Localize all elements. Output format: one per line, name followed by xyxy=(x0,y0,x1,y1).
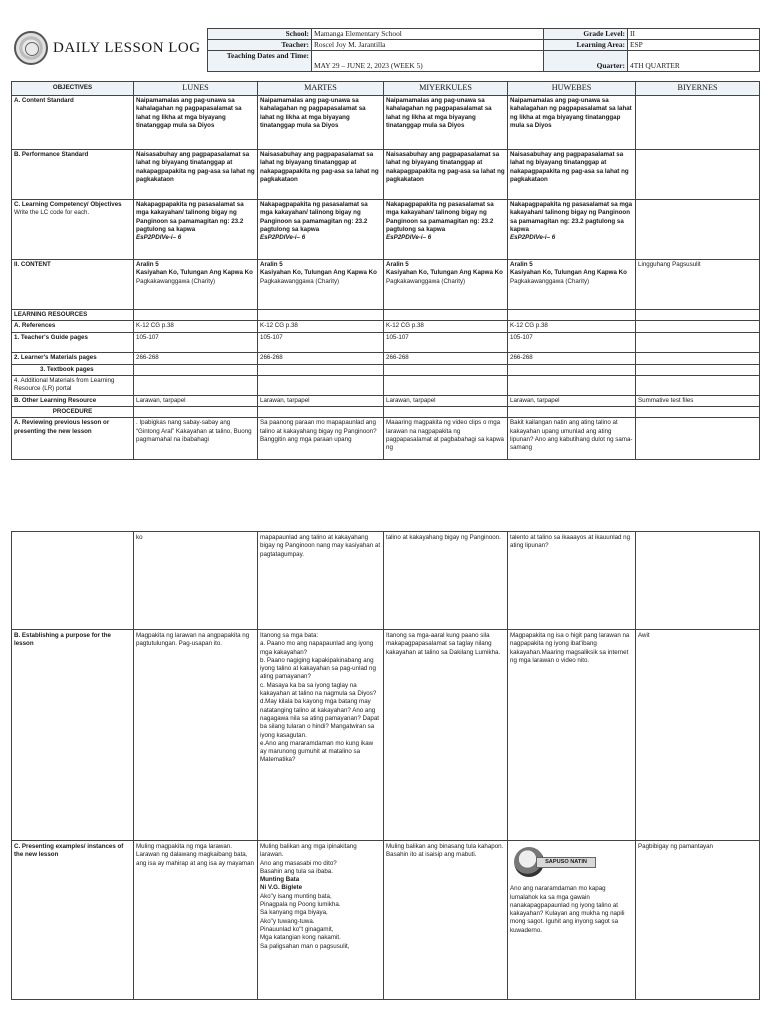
content-standard-huwebes: Naipamamalas ang pag-unawa sa kahalagahan ng pagpapasalamat sa lahat ng likha at mga biyayang tinatanggap mula sa Diyos xyxy=(508,96,636,150)
row-label-learners-materials: 2. Learner's Materials pages xyxy=(12,352,134,364)
content-topic: Pagkakawanggawa (Charity) xyxy=(260,277,340,285)
content-miyerkules xyxy=(384,260,508,310)
competency-martes xyxy=(258,200,384,260)
blank-cell xyxy=(258,310,384,321)
lesson-table-continued xyxy=(11,531,760,1000)
poem-line: Sa paligsahan man o pagsusulit, xyxy=(260,942,350,950)
blank-cell xyxy=(384,310,508,321)
lm-martes: 266-268 xyxy=(258,352,384,364)
presenting-huwebes-text: Ano ang nararamdaman mo kapag lumalahok ka sa mga gawain nanakapagpapaunlad ng iyong talino at kakayahan? Kulayan ang mukha ng napili mong sagot. Iguhit ang inyong sagot sa kuwaderno. xyxy=(510,885,625,934)
tg-huwebes: 105-107 xyxy=(508,332,636,352)
other-biyernes: Summative test files xyxy=(636,395,760,406)
blank-cell xyxy=(636,418,760,460)
competency-lunes xyxy=(134,200,258,260)
blank-cell xyxy=(258,364,384,375)
content-title: Kasiyahan Ko, Tulungan Ang Kapwa Ko xyxy=(260,269,377,277)
school-value: Mamanga Elementary School xyxy=(312,29,544,40)
tg-lunes: 105-107 xyxy=(134,332,258,352)
other-miyerkules: Larawan, tarpapel xyxy=(384,395,508,406)
poem-line: Pinagpala ng Poong lumikha. xyxy=(260,901,341,909)
document-title: DAILY LESSON LOG xyxy=(53,40,201,56)
presenting-lunes: Muling magpakita ng mga larawan. Larawan ng dalawang magkaibang bata, ang isa ay mahirap at ang isa ay mayaman xyxy=(134,841,258,1000)
competency-sublabel: Write the LC code for each. xyxy=(14,209,90,217)
other-martes: Larawan, tarpapel xyxy=(258,395,384,406)
performance-standard-huwebes: Naisasabuhay ang pagpapasalamat sa lahat ng biyayang tinatanggap at nakapagpapakita ng pag-asa sa lahat ng pagkakataon xyxy=(508,150,636,200)
content-title: Kasiyahan Ko, Tulungan Ang Kapwa Ko xyxy=(510,269,627,277)
objectives-header: OBJECTIVES xyxy=(12,82,134,96)
competency-huwebes xyxy=(508,200,636,260)
poem-author: Ni V.G. Biglete xyxy=(260,884,303,892)
other-huwebes: Larawan, tarpapel xyxy=(508,395,636,406)
presenting-miyerkules: Muling balikan ang binasang tula kahapon. Basahin ito at isaisip ang mabuti. xyxy=(384,841,508,1000)
presenting-martes xyxy=(258,841,384,1000)
competency-text: Nakapagpapakita ng pasasalamat sa mga kakayahan/ talinong bigay ng Panginoon sa pamamagitan ng: 23.2 pagtulong sa kapwa xyxy=(510,201,633,233)
poem-line: Ako"y tuwang-tuwa. xyxy=(260,917,315,925)
header-info-table xyxy=(207,28,760,72)
purpose-question-b: b. Paano nagiging kapakipakinabang ang iyong talino at kakayahan sa pag-unlad ng ating pamayanan? xyxy=(260,656,376,681)
cont-miyerkules: talino at kakayahang bigay ng Panginoon. xyxy=(384,532,508,630)
content-standard-martes: Naipamamalas ang pag-unawa sa kahalagahan ng pagpapasalamat sa lahat ng likha at mga biyayang tinatanggap mula sa Diyos xyxy=(258,96,384,150)
competency-biyernes xyxy=(636,200,760,260)
grade-value: II xyxy=(628,29,760,40)
day-huwebes: HUWEBES xyxy=(508,82,636,96)
dates-value: MAY 29 – JUNE 2, 2023 (WEEK 5) xyxy=(312,51,544,72)
content-title: Kasiyahan Ko, Tulungan Ang Kapwa Ko xyxy=(386,269,503,277)
content-huwebes xyxy=(508,260,636,310)
blank-cell xyxy=(636,532,760,630)
poem-line: Pinauunlad ko"t ginagamit, xyxy=(260,925,334,933)
reviewing-huwebes: Bakit kailangan natin ang ating talino at kakayahan upang umunlad ang ating lipunan? Ano ang kabutihang dulot ng sama-samang xyxy=(508,418,636,460)
blank-cell xyxy=(636,364,760,375)
row-label-textbook: 3. Textbook pages xyxy=(12,364,134,375)
poem-line: Mga katangian kong nakamit. xyxy=(260,934,341,942)
content-biyernes: Lingguhang Pagsusulit xyxy=(636,260,760,310)
content-standard-lunes: Naipamamalas ang pag-unawa sa kahalagahan ng pagpapasalamat sa lahat ng likha at mga biyayang tinatanggap mula sa Diyos xyxy=(134,96,258,150)
purpose-martes xyxy=(258,630,384,841)
tg-martes: 105-107 xyxy=(258,332,384,352)
day-biyernes: BIYERNES xyxy=(636,82,760,96)
cont-martes: mapapaunlad ang talino at kakayahang bigay ng Panginoon nang may kasiyahan at pagtatagumpay. xyxy=(258,532,384,630)
competency-miyerkules xyxy=(384,200,508,260)
presenting-biyernes: Pagbibigay ng pamantayan xyxy=(636,841,760,1000)
content-aralin: Aralin 5 xyxy=(386,261,409,268)
blank-cell xyxy=(258,375,384,395)
sapuso-natin-banner xyxy=(510,845,628,879)
reviewing-miyerkules: Maaaring magpakita ng video clips o mga larawan na nagpapakita ng pagpapasalamat at pagbabahagi sa kapwa ng xyxy=(384,418,508,460)
row-label-performance-standard: B. Performance Standard xyxy=(12,150,134,200)
blank-cell xyxy=(508,364,636,375)
blank-cell xyxy=(134,407,258,418)
blank-cell xyxy=(636,352,760,364)
blank-cell xyxy=(134,375,258,395)
blank-cell xyxy=(384,407,508,418)
lm-miyerkules: 266-268 xyxy=(384,352,508,364)
content-standard-miyerkules: Naipamamalas ang pag-unawa sa kahalagahan ng pagpapasalamat sa lahat ng likha at mga biyayang tinatanggap mula sa Diyos xyxy=(384,96,508,150)
lesson-table xyxy=(11,81,760,460)
row-label-learning-resources: LEARNING RESOURCES xyxy=(12,310,134,321)
school-label: School: xyxy=(208,29,312,40)
presenting-line: Ano ang masasabi mo dito? xyxy=(260,859,337,867)
purpose-question-e: e.Ano ang mararamdaman mo kung ikaw ay marunong gumuhit at matalino sa Matematika? xyxy=(260,739,374,764)
references-huwebes: K-12 CG p.38 xyxy=(508,321,636,332)
row-label-content: II. CONTENT xyxy=(12,260,134,310)
performance-standard-martes: Naisasabuhay ang pagpapasalamat sa lahat ng biyayang tinatanggap at nakapagpapakita ng pag-asa sa lahat ng pagkakataon xyxy=(258,150,384,200)
competency-code: EsP2PDIVe-i– 6 xyxy=(510,234,556,242)
lesson-log-page-2 xyxy=(11,531,759,999)
poem-title: Munting Bata xyxy=(260,876,300,884)
blank-cell xyxy=(134,364,258,375)
competency-text: Nakapagpapakita ng pasasalamat sa mga kakayahan/ talinong bigay ng Panginoon sa pamamagitan ng: 23.2 pagtulong sa kapwa xyxy=(260,201,368,233)
quarter-label: Quarter: xyxy=(544,51,628,72)
purpose-huwebes: Magpapakita ng isa o higit pang larawan na nagpapakita ng iyong ibat'ibang kakayahan.Maaring magsaliksik sa internet ng mga larawan o video nito. xyxy=(508,630,636,841)
purpose-question-a: a. Paano mo ang napapaunlad ang iyong mga kakayahan? xyxy=(260,640,374,656)
blank-cell xyxy=(384,364,508,375)
blank-cell xyxy=(636,332,760,352)
lm-lunes: 266-268 xyxy=(134,352,258,364)
competency-text: Nakapagpapakita ng pasasalamat sa mga kakayahan/ talinong bigay ng Panginoon sa pamamagitan ng: 23.2 pagtulong sa kapwa xyxy=(136,201,244,233)
content-topic: Pagkakawanggawa (Charity) xyxy=(510,277,590,285)
content-topic: Pagkakawanggawa (Charity) xyxy=(136,277,216,285)
other-lunes: Larawan, tarpapel xyxy=(134,395,258,406)
day-martes: MARTES xyxy=(258,82,384,96)
cont-huwebes: talento at talino sa ikaaayos at ikauunlad ng ating lipunan? xyxy=(508,532,636,630)
poem-line: Ako"y isang munting bata, xyxy=(260,892,332,900)
blank-cell xyxy=(636,407,760,418)
purpose-question-c: c. Masaya ka ba sa iyong taglay na kakayahan at talino na nagmula sa Diyos? xyxy=(260,681,377,698)
presenting-line: Muling balikan ang mga ipinakitang larawan. xyxy=(260,843,357,859)
blank-cell xyxy=(258,407,384,418)
blank-cell xyxy=(636,310,760,321)
quarter-value: 4TH QUARTER xyxy=(628,51,760,72)
competency-label: C. Learning Competency/ Objectives xyxy=(14,201,122,208)
references-martes: K-12 CG p.38 xyxy=(258,321,384,332)
purpose-miyerkules: Itanong sa mga-aaral kung paano sila makapagpapasalamat sa taglay nilang kakayahan at talino sa Dakilang Lumikha. xyxy=(384,630,508,841)
row-label-purpose: B. Establishing a purpose for the lesson xyxy=(12,630,134,841)
purpose-biyernes: Awit xyxy=(636,630,760,841)
lm-huwebes: 266-268 xyxy=(508,352,636,364)
row-label-references: A. References xyxy=(12,321,134,332)
performance-standard-lunes: Naisasabuhay ang pagpapasalamat sa lahat ng biyayang tinatanggap at nakapagpapakita ng pag-asa sa lahat ng pagkakataon xyxy=(134,150,258,200)
cont-lunes: ko xyxy=(134,532,258,630)
reviewing-lunes: . Ipabigkas nang sabay-sabay ang “Gintong Aral” Kakayahan at talino, Buong pagmamahal na ibabahagi xyxy=(134,418,258,460)
content-aralin: Aralin 5 xyxy=(260,261,283,268)
purpose-intro: Itanong sa mga bata: xyxy=(260,632,319,639)
competency-code: EsP2PDIVe-i– 6 xyxy=(260,234,306,242)
deped-seal-icon xyxy=(14,31,48,65)
blank-cell xyxy=(508,310,636,321)
blank-cell xyxy=(134,310,258,321)
blank-cell xyxy=(636,375,760,395)
poem-line: Sa kanyang mga biyaya, xyxy=(260,909,328,917)
blank-cell xyxy=(508,375,636,395)
blank-cell xyxy=(12,532,134,630)
area-label: Learning Area: xyxy=(544,40,628,51)
dates-label: Teaching Dates and Time: xyxy=(208,51,312,72)
content-martes xyxy=(258,260,384,310)
day-miyerkules: MIYERKULES xyxy=(384,82,508,96)
content-standard-biyernes xyxy=(636,96,760,150)
tg-miyerkules: 105-107 xyxy=(384,332,508,352)
row-label-other-resource: B. Other Learning Resource xyxy=(12,395,134,406)
blank-cell xyxy=(636,321,760,332)
lesson-log-page-1 xyxy=(11,28,759,472)
competency-code: EsP2PDIVe-i– 6 xyxy=(386,234,432,242)
content-aralin: Aralin 5 xyxy=(136,261,159,268)
presenting-line: Basahin ang tula sa ibaba. xyxy=(260,867,333,875)
day-lunes: LUNES xyxy=(134,82,258,96)
purpose-lunes: Magpakita ng larawan na angpapakita ng pagtutulungan. Pag-usapan ito. xyxy=(134,630,258,841)
performance-standard-miyerkules: Naisasabuhay ang pagpapasalamat sa lahat ng biyayang tinatanggap at nakapagpapakita ng pag-asa sa lahat ng pagkakataon xyxy=(384,150,508,200)
blank-cell xyxy=(384,375,508,395)
area-value: ESP xyxy=(628,40,760,51)
presenting-huwebes xyxy=(508,841,636,1000)
row-label-reviewing: A. Reviewing previous lesson or presenting the new lesson xyxy=(12,418,134,460)
competency-text: Nakapagpapakita ng pasasalamat sa mga kakayahan/ talinong bigay ng Panginoon sa pamamagitan ng: 23.2 pagtulong sa kapwa xyxy=(386,201,494,233)
row-label-additional-materials: 4. Additional Materials from Learning Resource (LR) portal xyxy=(12,375,134,395)
teacher-value: Roscel Joy M. Jarantilla xyxy=(312,40,544,51)
competency-code: EsP2PDIVe-i– 6 xyxy=(136,234,182,242)
reviewing-martes: Sa paanong paraan mo mapapaunlad ang talino at kakayahang bigay ng Panginoon? Banggitin ang mga paraan upang xyxy=(258,418,384,460)
row-label-presenting: C. Presenting examples/ instances of the new lesson xyxy=(12,841,134,1000)
row-label-competency xyxy=(12,200,134,260)
references-lunes: K-12 CG p.38 xyxy=(134,321,258,332)
content-lunes xyxy=(134,260,258,310)
grade-label: Grade Level: xyxy=(544,29,628,40)
performance-standard-biyernes xyxy=(636,150,760,200)
row-label-content-standard: A. Content Standard xyxy=(12,96,134,150)
blank-cell xyxy=(508,407,636,418)
sapuso-natin-label: SAPUSO NATIN xyxy=(536,857,596,868)
row-label-procedure: PROCEDURE xyxy=(12,407,134,418)
row-label-teachers-guide: 1. Teacher's Guide pages xyxy=(12,332,134,352)
teacher-label: Teacher: xyxy=(208,40,312,51)
content-topic: Pagkakawanggawa (Charity) xyxy=(386,277,466,285)
purpose-question-d: d.May kilala ba kayong mga batang may natatanging talino at kakayahan? Ano ang nagagawa nila sa ating pamayanan? Dapat ba silang tularan o hindi? Mangatwiran sa iyong kasagutan. xyxy=(260,698,380,739)
content-title: Kasiyahan Ko, Tulungan Ang Kapwa Ko xyxy=(136,269,253,277)
header xyxy=(11,28,759,70)
content-aralin: Aralin 5 xyxy=(510,261,533,268)
references-miyerkules: K-12 CG p.38 xyxy=(384,321,508,332)
